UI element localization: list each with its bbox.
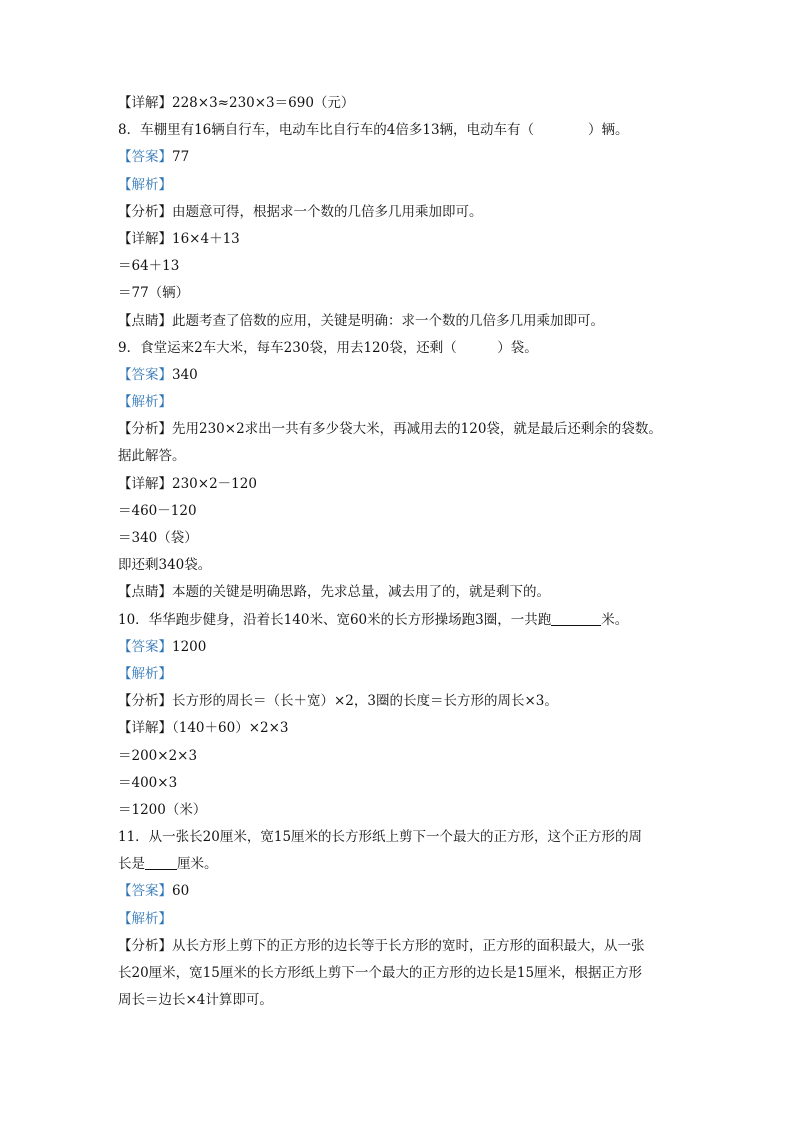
- section-tag: 【解析】: [118, 394, 172, 411]
- text-line: [118, 226, 678, 253]
- line-text: ＝400×3: [118, 774, 178, 791]
- line-text: 长20厘米，宽15厘米的长方形纸上剪下一个最大的正方形的边长是15厘米，根据正方形: [118, 965, 643, 981]
- text-line: [118, 280, 678, 307]
- line-text: 由题意可得，根据求一个数的几倍多几用乘加即可。: [172, 203, 483, 220]
- line-text: ＝1200（米）: [118, 801, 207, 818]
- text-line: [118, 389, 678, 416]
- line-text: ＝64＋13: [118, 258, 180, 275]
- line-text: 230×2－120: [172, 475, 257, 492]
- text-line: [118, 824, 678, 851]
- text-line: [118, 770, 678, 797]
- section-tag: 【点睛】: [118, 584, 172, 601]
- text-line: [118, 607, 678, 634]
- text-line: [118, 172, 678, 199]
- line-text: 先用230×2求出一共有多少袋大米，再减用去的120袋，就是最后还剩余的袋数。: [172, 421, 662, 438]
- text-line: [118, 552, 678, 579]
- answer-blank: [551, 611, 601, 626]
- section-tag: 【答案】: [118, 366, 172, 383]
- text-line: [118, 117, 678, 144]
- text-line: [118, 688, 678, 715]
- line-text-after-blank: 厘米。: [177, 856, 218, 873]
- line-text: 此题考查了倍数的应用，关键是明确：求一个数的几倍多几用乘加即可。: [172, 312, 604, 329]
- text-line: [118, 443, 678, 470]
- line-text: 77: [172, 149, 190, 166]
- line-text: 据此解答。: [118, 448, 186, 465]
- line-text: 60: [172, 883, 190, 900]
- line-text: 8．车棚里有16辆自行车，电动车比自行车的4倍多13辆，电动车有（ ）辆。: [118, 122, 629, 139]
- text-line: [118, 906, 678, 933]
- line-text: 9．食堂运来2车大米，每车230袋，用去120袋，还剩（ ）袋。: [118, 339, 538, 356]
- text-line: [118, 661, 678, 688]
- text-line: [118, 797, 678, 824]
- line-text: ＝460－120: [118, 502, 197, 519]
- section-tag: 【点睛】: [118, 312, 172, 329]
- text-line: [118, 634, 678, 661]
- section-tag: 【详解】: [118, 475, 172, 492]
- text-line: [118, 199, 678, 226]
- section-tag: 【详解】: [118, 95, 172, 111]
- section-tag: 【分析】: [118, 693, 172, 710]
- line-text: （140＋60）×2×3: [172, 720, 289, 737]
- section-tag: 【解析】: [118, 665, 172, 682]
- text-line: [118, 253, 678, 280]
- line-text: 340: [172, 366, 198, 383]
- text-line: [118, 878, 678, 905]
- line-text: 从长方形上剪下的正方形的边长等于长方形的宽时，正方形的面积最大，从一张: [172, 937, 645, 954]
- line-text: 10．华华跑步健身，沿着长140米、宽60米的长方形操场跑3圈，一共跑: [118, 611, 552, 628]
- text-line: [118, 471, 678, 498]
- line-text: 1200: [172, 638, 207, 655]
- text-line: [118, 579, 678, 606]
- line-text: 11．从一张长20厘米，宽15厘米的长方形纸上剪下一个最大的正方形，这个正方形的周: [118, 829, 643, 846]
- text-line: [118, 416, 678, 443]
- line-text: ＝200×2×3: [118, 747, 198, 764]
- text-line: [118, 144, 678, 171]
- text-line: [118, 987, 678, 1014]
- section-tag: 【分析】: [118, 421, 172, 438]
- text-line: [118, 335, 678, 362]
- line-text: 即还剩340袋。: [118, 557, 212, 574]
- section-tag: 【解析】: [118, 176, 172, 193]
- section-tag: 【答案】: [118, 149, 172, 166]
- section-tag: 【答案】: [118, 638, 172, 655]
- line-text: 228×3≈230×3＝690（元）: [172, 95, 355, 111]
- line-text-after-blank: 米。: [601, 611, 629, 628]
- text-line: [118, 498, 678, 525]
- section-tag: 【详解】: [118, 230, 172, 247]
- text-line: [118, 308, 678, 335]
- text-line: [118, 851, 678, 878]
- line-text: ＝340（袋）: [118, 530, 198, 546]
- text-line: [118, 90, 678, 117]
- text-line: [118, 362, 678, 389]
- document-page: [118, 90, 678, 1014]
- text-line: [118, 715, 678, 742]
- line-text: ＝77（辆）: [118, 285, 190, 302]
- section-tag: 【分析】: [118, 937, 172, 954]
- text-line: [118, 960, 678, 987]
- section-tag: 【分析】: [118, 203, 172, 220]
- section-tag: 【详解】: [118, 720, 172, 737]
- line-text: 16×4＋13: [172, 230, 240, 247]
- text-line: [118, 743, 678, 770]
- line-text: 长方形的周长＝（长＋宽）×2，3圈的长度＝长方形的周长×3。: [172, 693, 558, 710]
- line-text: 本题的关键是明确思路，先求总量，减去用了的，就是剩下的。: [172, 584, 550, 601]
- line-text: 周长＝边长×4计算即可。: [118, 992, 273, 1009]
- text-line: [118, 525, 678, 552]
- section-tag: 【解析】: [118, 910, 172, 927]
- line-text: 长是: [118, 856, 145, 873]
- section-tag: 【答案】: [118, 883, 172, 900]
- answer-blank: [145, 855, 177, 870]
- text-line: [118, 933, 678, 960]
